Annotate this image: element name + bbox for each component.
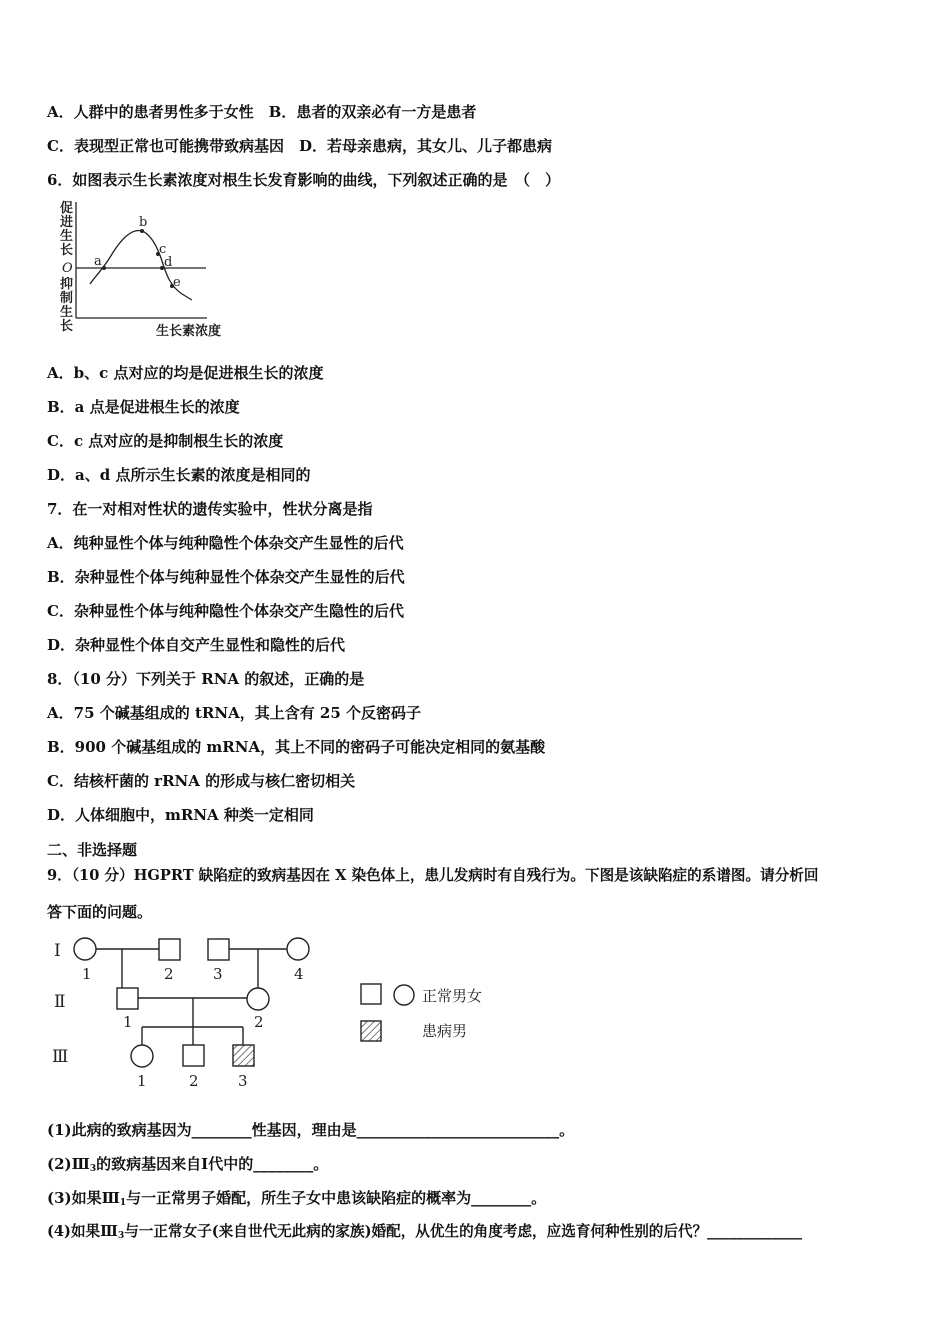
label-e: e (173, 275, 181, 290)
q5-options-ab: A．人群中的患者男性多于女性 B．患者的双亲必有一方是患者 (47, 103, 477, 121)
q5-options-cd: C．表现型正常也可能携带致病基因 D．若母亲患病，其女儿、儿子都患病 (47, 137, 552, 155)
ylabel-inhibit-3: 生 (60, 305, 74, 320)
gen1-num-2: 2 (164, 965, 174, 983)
gen-label-3: Ⅲ (52, 1047, 69, 1067)
xlabel: 生长素浓度 (156, 324, 222, 339)
gen1-female-4 (287, 938, 309, 960)
q6-option-a: A．b、c 点对应的均是促进根生长的浓度 (47, 364, 324, 382)
q7-option-a: A．纯种显性个体与纯种隐性个体杂交产生显性的后代 (47, 534, 404, 552)
q8-stem: 8．（10 分）下列关于 RNA 的叙述，正确的是 (47, 670, 365, 688)
ylabel-promote-4: 长 (60, 243, 74, 258)
q8-option-b: B．900 个碱基组成的 mRNA，其上不同的密码子可能决定相同的氨基酸 (47, 738, 546, 756)
legend-normal-female (394, 985, 414, 1005)
gen3-female-1 (131, 1045, 153, 1067)
q7-stem: 7．在一对相对性状的遗传实验中，性状分离是指 (47, 500, 373, 518)
gen1-num-1: 1 (82, 965, 92, 983)
q9-sub4-rest: 与一正常女子(来自世代无此病的家族)婚配，从优生的角度考虑，应选育何种性别的后代？_____________ (124, 1223, 803, 1240)
legend-affected-label: 患病男 (422, 1022, 468, 1040)
legend-normal-male (361, 984, 381, 1004)
q9-sub4 (47, 1222, 802, 1246)
ylabel-inhibit-4: 长 (60, 319, 74, 334)
label-d: d (164, 255, 173, 270)
gen1-male-3 (208, 939, 229, 960)
gen2-female-2 (247, 988, 269, 1010)
q9-sub2-subscript: 3 (89, 1164, 97, 1174)
gen1-male-2 (159, 939, 180, 960)
gen2-num-1: 1 (123, 1013, 133, 1031)
q7-option-b: B．杂种显性个体与纯种显性个体杂交产生显性的后代 (47, 568, 405, 586)
gen-label-1: Ⅰ (54, 941, 61, 961)
gen1-num-3: 3 (213, 965, 223, 983)
legend-normal-label: 正常男女 (422, 987, 483, 1005)
label-c: c (159, 242, 167, 257)
gen3-affected-male-3 (233, 1045, 254, 1066)
section-heading: 二、非选择题 (47, 841, 138, 859)
legend-affected-male (361, 1021, 381, 1041)
gen3-num-1: 1 (137, 1072, 147, 1090)
q7-option-d: D．杂种显性个体自交产生显性和隐性的后代 (47, 636, 346, 654)
point-a (102, 266, 106, 270)
q8-option-c: C．结核杆菌的 rRNA 的形成与核仁密切相关 (47, 772, 356, 790)
growth-curve-figure (52, 198, 242, 340)
q6-option-d: D．a、d 点所示生长素的浓度是相同的 (47, 466, 311, 484)
gen2-male-1 (117, 988, 138, 1009)
q9-stem-line2: 答下面的问题。 (47, 903, 153, 921)
q6-option-c: C．c 点对应的是抑制根生长的浓度 (47, 432, 284, 450)
origin-label: O (62, 261, 73, 276)
q6-option-b: B．a 点是促进根生长的浓度 (47, 398, 240, 416)
label-b: b (139, 215, 148, 230)
gen3-num-2: 2 (189, 1072, 199, 1090)
ylabel-inhibit-1: 抑 (60, 277, 74, 292)
q8-option-d: D．人体细胞中，mRNA 种类一定相同 (47, 806, 314, 824)
q9-sub3-subscript: 1 (119, 1198, 127, 1208)
q9-sub1: (1)此病的致病基因为________性基因，理由是___________________________。 (47, 1121, 575, 1139)
ylabel-inhibit-2: 制 (60, 291, 74, 306)
q9-sub3-prefix: (3)如果Ⅲ (47, 1189, 120, 1207)
pedigree-chart (48, 930, 518, 1095)
q9-sub2-rest: 的致病基因来自Ⅰ代中的________。 (96, 1155, 329, 1173)
gen3-num-3: 3 (238, 1072, 248, 1090)
ylabel-promote-1: 促 (60, 201, 74, 216)
q9-sub2 (47, 1154, 328, 1179)
q8-option-a: A．75 个碱基组成的 tRNA，其上含有 25 个反密码子 (47, 704, 422, 722)
gen-label-2: Ⅱ (54, 992, 66, 1012)
q9-stem-line1: 9．（10 分）HGPRT 缺陷症的致病基因在 X 染色体上，患儿发病时有自残行为。下图是该缺陷症的系谱图。请分析回 (47, 867, 819, 884)
ylabel-promote-2: 进 (60, 215, 74, 230)
q7-option-c: C．杂种显性个体与纯种隐性个体杂交产生隐性的后代 (47, 602, 404, 620)
label-a: a (94, 254, 102, 269)
gen2-num-2: 2 (254, 1013, 264, 1031)
q9-sub4-subscript: 3 (117, 1231, 125, 1241)
q6-stem: 6．如图表示生长素浓度对根生长发育影响的曲线，下列叙述正确的是 （ ） (47, 171, 560, 189)
q9-sub3-rest: 与一正常男子婚配，所生子女中患该缺陷症的概率为________。 (126, 1189, 547, 1207)
gen1-female-1 (74, 938, 96, 960)
gen1-num-4: 4 (294, 965, 304, 983)
q9-sub4-prefix: (4)如果Ⅲ (47, 1223, 118, 1240)
ylabel-promote-3: 生 (60, 229, 74, 244)
gen3-male-2 (183, 1045, 204, 1066)
q9-sub2-prefix: (2)Ⅲ (47, 1155, 90, 1173)
q9-sub3 (47, 1188, 546, 1213)
